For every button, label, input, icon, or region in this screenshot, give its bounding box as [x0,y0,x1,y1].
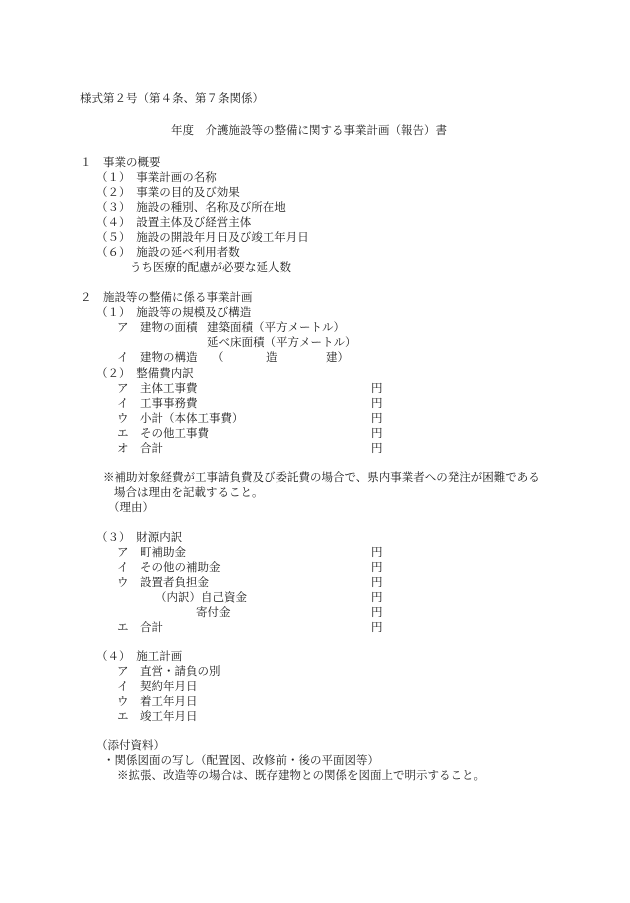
yen-unit: 円 [371,560,383,574]
attachments-heading: （添付資料） [96,738,165,752]
section-1-item: （６） 施設の延べ利用者数 [96,245,240,259]
section-1-item: （５） 施設の開設年月日及び竣工年月日 [96,230,309,244]
funding-row-label: エ 合計 [117,620,163,634]
funding-breakdown-label: 寄付金 [196,605,231,619]
yen-unit: 円 [371,545,383,559]
subsection-2-3-heading: （３） 財源内訳 [96,530,183,544]
funding-row-label: ウ 設置者負担金 [117,575,209,589]
section-2-heading: ２ 施設等の整備に係る事業計画 [80,290,253,304]
yen-unit: 円 [371,590,383,604]
building-area-field: 建築面積（平方メートル） [207,320,345,334]
subsection-2-4-heading: （４） 施工計画 [96,649,183,663]
reason-label: （理由） [108,500,154,514]
construction-item: イ 契約年月日 [117,679,198,693]
construction-item: ウ 着工年月日 [117,694,198,708]
form-number: 様式第２号（第４条、第７条関係） [80,91,264,105]
yen-unit: 円 [371,381,383,395]
yen-unit: 円 [371,605,383,619]
cost-row-label: ウ 小計（本体工事費） [117,411,244,425]
cost-row-label: エ その他工事費 [117,426,209,440]
contractor-note: ※補助対象経費が工事請負費及び委託費の場合で、県内事業者への発注が困難である [103,470,540,484]
construction-item: エ 竣工年月日 [117,709,198,723]
yen-unit: 円 [371,441,383,455]
structure-open-paren: （ [212,350,224,364]
attachment-note: ※拡張、改造等の場合は、既存建物との関係を図面上で明示すること。 [117,768,485,782]
yen-unit: 円 [371,620,383,634]
yen-unit: 円 [371,411,383,425]
section-1-item: （４） 設置主体及び経営主体 [96,215,252,229]
floor-area-field: 延べ床面積（平方メートル） [207,335,357,349]
cost-row-label: ア 主体工事費 [117,381,198,395]
funding-row-label: イ その他の補助金 [117,560,221,574]
document-title: 年度 介護施設等の整備に関する事業計画（報告）書 [171,123,447,137]
section-1-sub-item: うち医療的配慮が必要な延人数 [130,260,291,274]
section-1-item: （１） 事業計画の名称 [96,170,217,184]
funding-breakdown-label: （内訳）自己資金 [155,590,247,604]
building-area-label: ア 建物の面積 [117,320,198,334]
cost-row-label: オ 合計 [117,441,163,455]
yen-unit: 円 [371,426,383,440]
contractor-note-cont: 場合は理由を記載すること。 [114,485,264,499]
structure-label: イ 建物の構造 [117,350,198,364]
funding-row-label: ア 町補助金 [117,545,186,559]
structure-floors-field: 建） [326,350,349,364]
section-1-heading: １ 事業の概要 [80,155,161,169]
section-1-item: （２） 事業の目的及び効果 [96,185,240,199]
cost-row-label: イ 工事事務費 [117,396,198,410]
construction-item: ア 直営・請負の別 [117,664,221,678]
subsection-2-1-heading: （１） 施設等の規模及び構造 [96,305,252,319]
yen-unit: 円 [371,575,383,589]
attachment-item: ・関係図面の写し（配置図、改修前・後の平面図等） [103,753,379,767]
yen-unit: 円 [371,396,383,410]
section-1-item: （３） 施設の種別、名称及び所在地 [96,200,286,214]
subsection-2-2-heading: （２） 整備費内訳 [96,366,194,380]
structure-type-field: 造 [266,350,278,364]
